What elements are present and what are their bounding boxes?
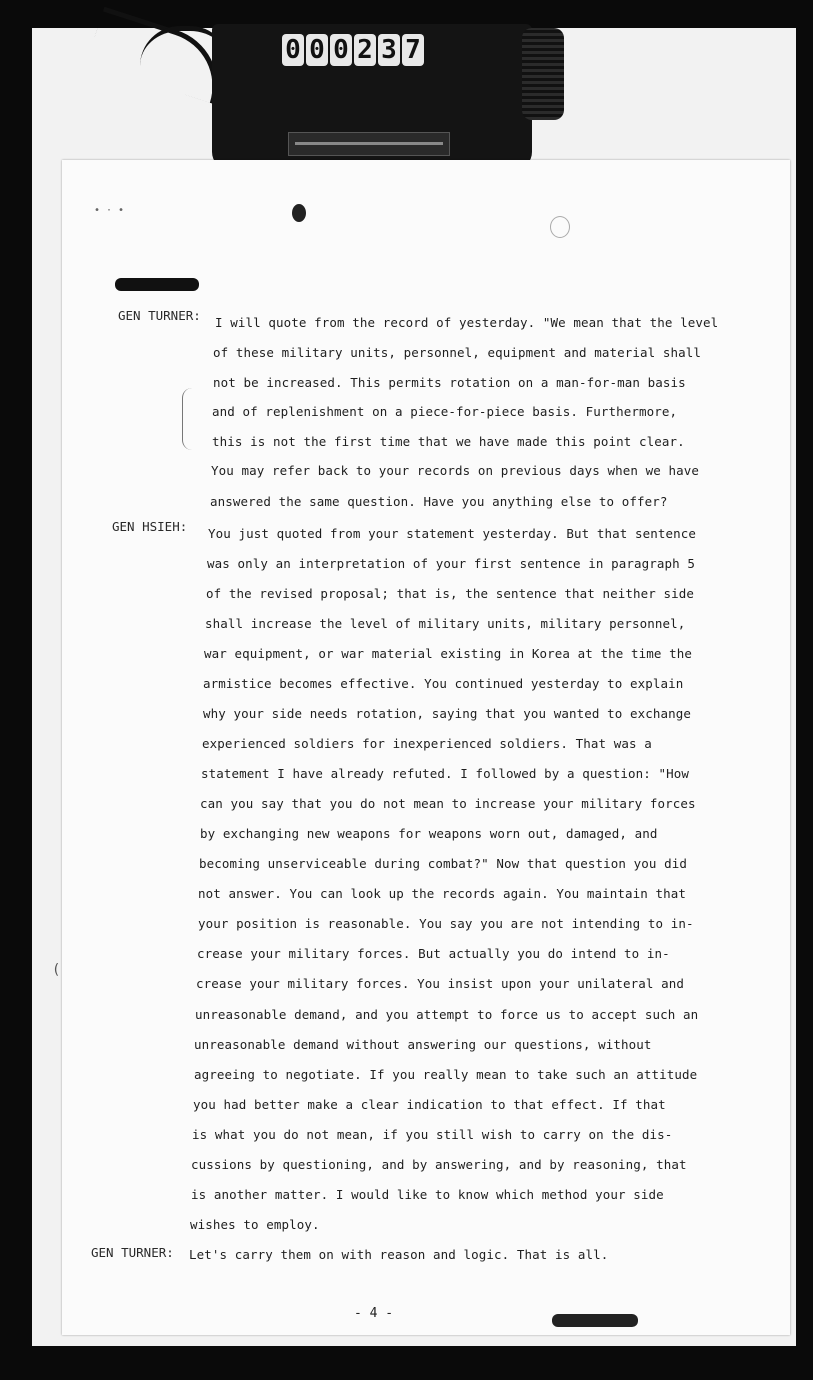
counter-plate [288, 132, 450, 156]
transcript-line: why your side needs rotation, saying that you wanted to exchange [203, 706, 692, 721]
transcript-line: and of replenishment on a piece-for-piece basis. Furthermore, [212, 404, 678, 419]
counter-digit: 2 [354, 34, 376, 66]
transcript-line: war equipment, or war material existing in Korea at the time the [204, 646, 693, 661]
stray-pen-mark: ( [52, 962, 61, 978]
redaction-bar [115, 278, 199, 291]
speaker-label: GEN TURNER: [91, 1245, 174, 1260]
transcript-line: not answer. You can look up the records again. You maintain that [198, 886, 687, 901]
transcript-line: of the revised proposal; that is, the sentence that neither side [206, 586, 695, 601]
transcript-line: wishes to employ. [190, 1217, 320, 1232]
transcript-line: of these military units, personnel, equipment and material shall [213, 345, 702, 360]
transcript-line: unreasonable demand, and you attempt to force us to accept such an [195, 1007, 699, 1022]
transcript-line: crease your military forces. You insist upon your unilateral and [196, 976, 685, 991]
transcript-line: not be increased. This permits rotation on a man-for-man basis [213, 375, 686, 390]
transcript-line: shall increase the level of military units, military personnel, [205, 616, 686, 631]
transcript-line: unreasonable demand without answering our questions, without [194, 1037, 652, 1052]
transcript-line: crease your military forces. But actually you do intend to in- [197, 946, 670, 961]
transcript-line: you had better make a clear indication to that effect. If that [193, 1097, 666, 1112]
counter-knob-icon [522, 28, 564, 120]
transcript-line: can you say that you do not mean to increase your military forces [200, 796, 696, 811]
frame-counter-digits [282, 34, 462, 68]
page-number: - 4 - [354, 1306, 394, 1321]
transcript-line: is what you do not mean, if you still wish to carry on the dis- [192, 1127, 673, 1142]
transcript-line: armistice becomes effective. You continued yesterday to explain [203, 676, 684, 691]
transcript-line: this is not the first time that we have made this point clear. [212, 434, 685, 449]
transcript-line: You may refer back to your records on previous days when we have [211, 463, 700, 478]
speaker-label: GEN TURNER: [118, 308, 201, 323]
counter-digit: 3 [378, 34, 400, 66]
transcript-line: cussions by questioning, and by answering, and by reasoning, that [191, 1157, 687, 1172]
transcript-line: agreeing to negotiate. If you really mean to take such an attitude [194, 1067, 698, 1082]
counter-digit: 0 [282, 34, 304, 66]
transcript-line: your position is reasonable. You say you are not intending to in- [198, 916, 694, 931]
transcript-line: I will quote from the record of yesterday. "We mean that the level [215, 315, 719, 330]
transcript-line: becoming unserviceable during combat?" Now that question you did [199, 856, 688, 871]
transcript-line: experienced soldiers for inexperienced soldiers. That was a [202, 736, 652, 751]
speaker-label: GEN HSIEH: [112, 519, 188, 534]
transcript-line: You just quoted from your statement yesterday. But that sentence [208, 526, 697, 541]
punch-hole-mark [550, 216, 570, 238]
transcript-line: is another matter. I would like to know which method your side [191, 1187, 664, 1202]
redaction-bar [552, 1314, 638, 1327]
transcript-line: answered the same question. Have you anything else to offer? [210, 494, 668, 509]
counter-digit: 0 [330, 34, 352, 66]
dust-specks: •·• [94, 205, 131, 216]
punch-hole-mark [292, 204, 306, 222]
counter-digit: 0 [306, 34, 328, 66]
transcript-line: statement I have already refuted. I followed by a question: "How [201, 766, 690, 781]
transcript-line: Let's carry them on with reason and logic. That is all. [189, 1247, 609, 1262]
transcript-line: by exchanging new weapons for weapons worn out, damaged, and [200, 826, 658, 841]
margin-bracket-mark [182, 388, 195, 450]
counter-digit: 7 [402, 34, 424, 66]
transcript-line: was only an interpretation of your first sentence in paragraph 5 [207, 556, 696, 571]
